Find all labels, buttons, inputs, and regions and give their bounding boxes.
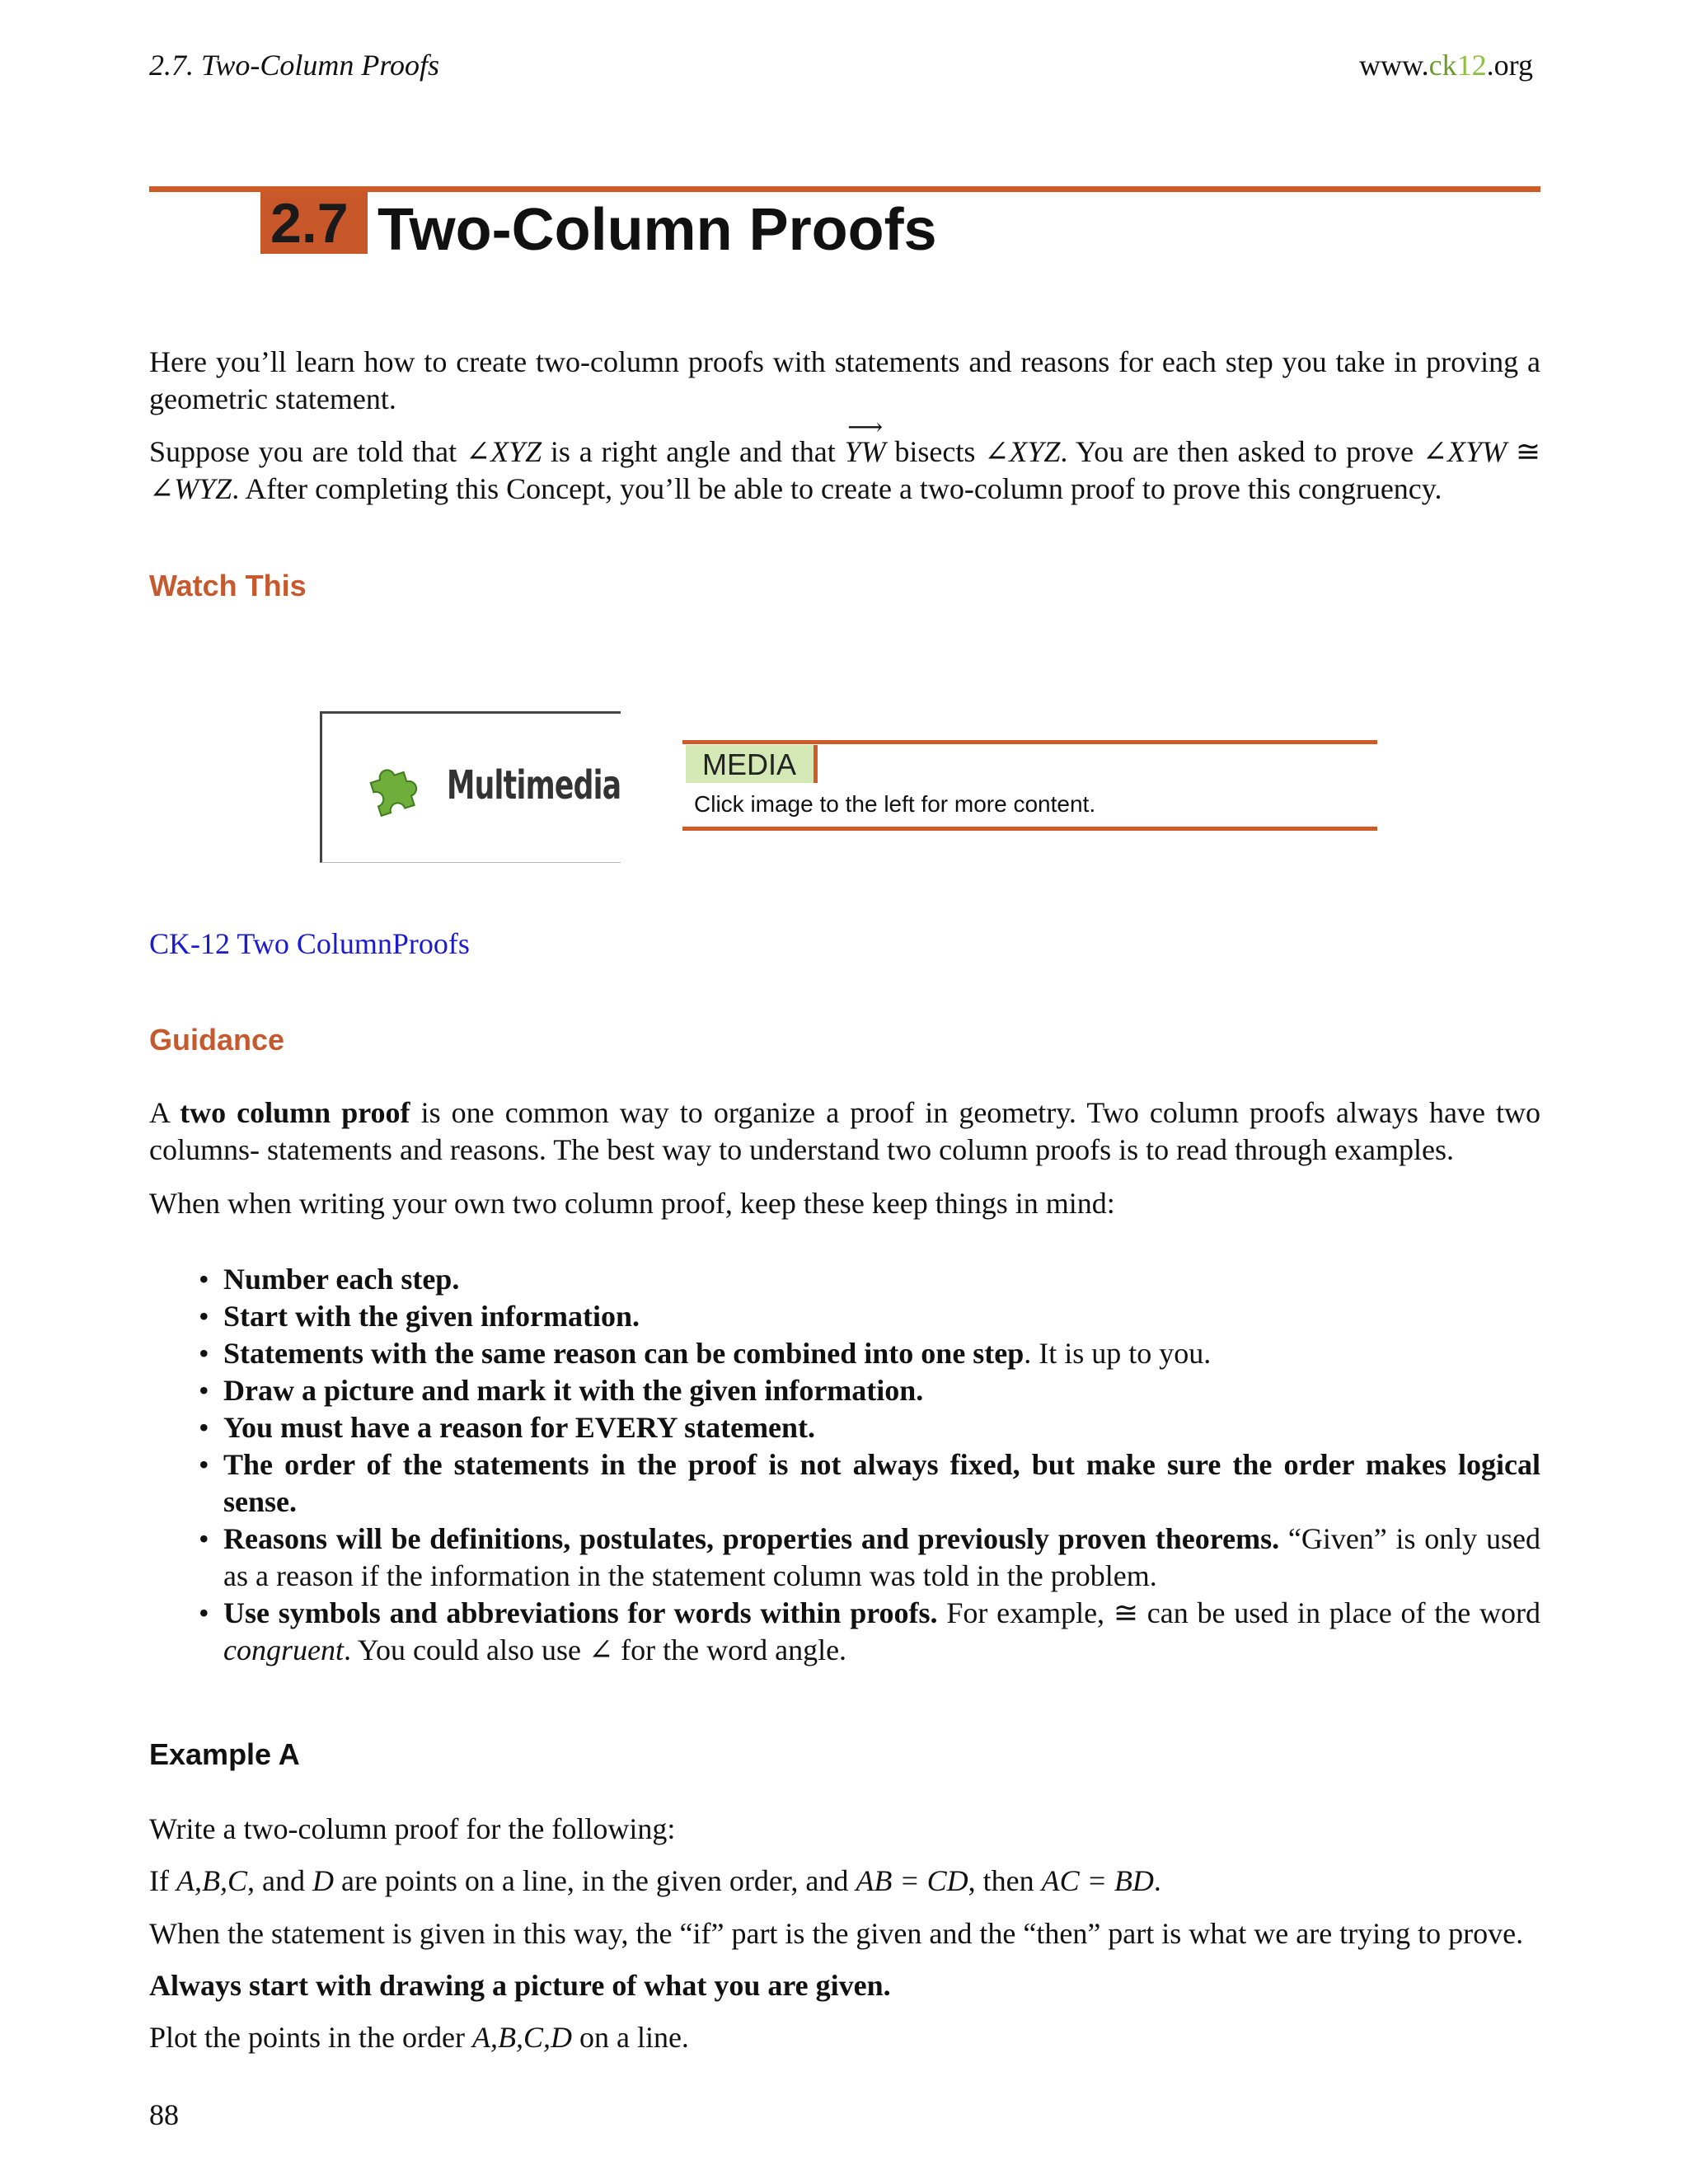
guidance-bold-term: two column proof	[180, 1096, 410, 1129]
intro-text: Suppose you are told that ∠	[149, 435, 491, 468]
media-caption: Click image to the left for more content.	[694, 791, 1096, 817]
example-a-paragraph-1: Write a two-column proof for the following:	[149, 1812, 676, 1845]
guidance-paragraph-2: When when writing your own two column proof, keep these keep things in mind:	[149, 1187, 1115, 1220]
example-a-heading: Example A	[149, 1737, 300, 1771]
title-rule	[149, 186, 1540, 192]
math-wyz: WYZ	[174, 472, 232, 505]
example-text: If	[149, 1864, 176, 1897]
math-xyz: XYZ	[490, 435, 542, 468]
multimedia-thumbnail-text: Multimedia	[447, 762, 621, 808]
guidance-paragraph-1	[149, 1094, 1540, 1169]
list-item-italic: congruent	[223, 1633, 344, 1666]
media-box-top-rule	[682, 740, 1377, 744]
guidance-list	[149, 1261, 1540, 1669]
example-text: are points on a line, in the given order, and	[333, 1864, 856, 1897]
site-url-ck: ck	[1428, 49, 1457, 82]
list-item-bold: Statements with the same reason can be combined into one step	[223, 1337, 1025, 1370]
example-text: .	[1153, 1864, 1161, 1897]
site-url-suffix: .org	[1486, 49, 1533, 82]
list-item	[149, 1409, 1540, 1446]
list-item	[149, 1335, 1540, 1372]
list-item-bold: Use symbols and abbreviations for words within proofs.	[223, 1596, 938, 1629]
example-text: , then	[968, 1864, 1042, 1897]
video-link[interactable]: CK-12 Two ColumnProofs	[149, 927, 470, 960]
site-url-prefix: www.	[1359, 49, 1429, 82]
list-item-bold: Number each step.	[223, 1263, 460, 1296]
example-a-paragraph-4: Always start with drawing a picture of what you are given.	[149, 1969, 891, 2002]
example-text: , and	[246, 1864, 312, 1897]
guidance-text: is one common way to organize a proof in geometry. Two column proofs always have two columns- statements and reasons. The best way to understand two column proofs is to read through examples.	[149, 1096, 1541, 1166]
list-item-bold: Reasons will be definitions, postulates, properties and previously proven theorems.	[223, 1522, 1280, 1555]
intro-text: . After completing this Concept, you’ll be able to create a two-column proof to prove this congruency.	[232, 472, 1442, 505]
list-item-text: . You could also use ∠ for the word angle.	[343, 1633, 847, 1666]
example-text: Plot the points in the order	[149, 2021, 472, 2054]
math-xyz: XYZ	[1009, 435, 1061, 468]
list-item	[149, 1261, 1540, 1298]
media-label: MEDIA	[702, 748, 797, 781]
list-item	[149, 1446, 1540, 1521]
intro-text: is a right angle and that	[542, 435, 845, 468]
intro-text: ≅ ∠	[149, 435, 1540, 505]
list-item	[149, 1595, 1540, 1669]
list-item	[149, 1521, 1540, 1595]
list-item-text: . It is up to you.	[1024, 1337, 1212, 1370]
list-item	[149, 1372, 1540, 1409]
math-point-d: D	[312, 1864, 334, 1897]
list-item-bold: The order of the statements in the proof is not always fixed, but make sure the order makes logical sense.	[223, 1448, 1540, 1518]
example-a-paragraph-5	[149, 2019, 1540, 2056]
example-a-paragraph-3: When the statement is given in this way, the “if” part is the given and the “then” part is what we are trying to prove.	[149, 1917, 1524, 1950]
media-box-bottom-rule	[682, 827, 1377, 831]
list-item	[149, 1298, 1540, 1335]
example-text: on a line.	[571, 2021, 689, 2054]
site-url-12: 12	[1456, 49, 1487, 82]
intro-paragraph-1: Here you’ll learn how to create two-column proofs with statements and reasons for each step you take in proving a geometric statement.	[149, 345, 1540, 415]
puzzle-piece-icon	[363, 754, 429, 820]
example-a-paragraph-2	[149, 1863, 1540, 1900]
site-url[interactable]	[1359, 48, 1533, 82]
list-item-bold: Draw a picture and mark it with the given information.	[223, 1374, 924, 1407]
guidance-heading: Guidance	[149, 1023, 285, 1057]
intro-text: . You are then asked to prove ∠	[1060, 435, 1448, 468]
ray-yw: YW ⟶	[845, 434, 886, 471]
section-title: Two-Column Proofs	[377, 197, 937, 263]
watch-heading: Watch This	[149, 569, 307, 602]
list-item-text: For example, ≅ can be used in place of the word	[937, 1596, 1541, 1629]
intro-text: bisects ∠	[885, 435, 1010, 468]
list-item-bold: You must have a reason for EVERY statement.	[223, 1411, 816, 1444]
math-points: A,B,C	[176, 1864, 247, 1897]
list-item-text: “Given” is only used as a reason if the information in the statement column was told in the problem.	[223, 1522, 1541, 1592]
section-number: 2.7	[270, 192, 349, 255]
list-item-bold: Start with the given information.	[223, 1300, 640, 1333]
page-number: 88	[149, 2098, 179, 2131]
guidance-text: A	[149, 1096, 181, 1129]
math-xyw: XYW	[1447, 435, 1507, 468]
math-points: A,B,C,D	[471, 2021, 572, 2054]
intro-paragraph-2	[149, 434, 1540, 508]
math-equation: AC = BD	[1041, 1864, 1154, 1897]
running-header-title: 2.7. Two-Column Proofs	[149, 49, 440, 82]
math-equation: AB = CD	[856, 1864, 968, 1897]
